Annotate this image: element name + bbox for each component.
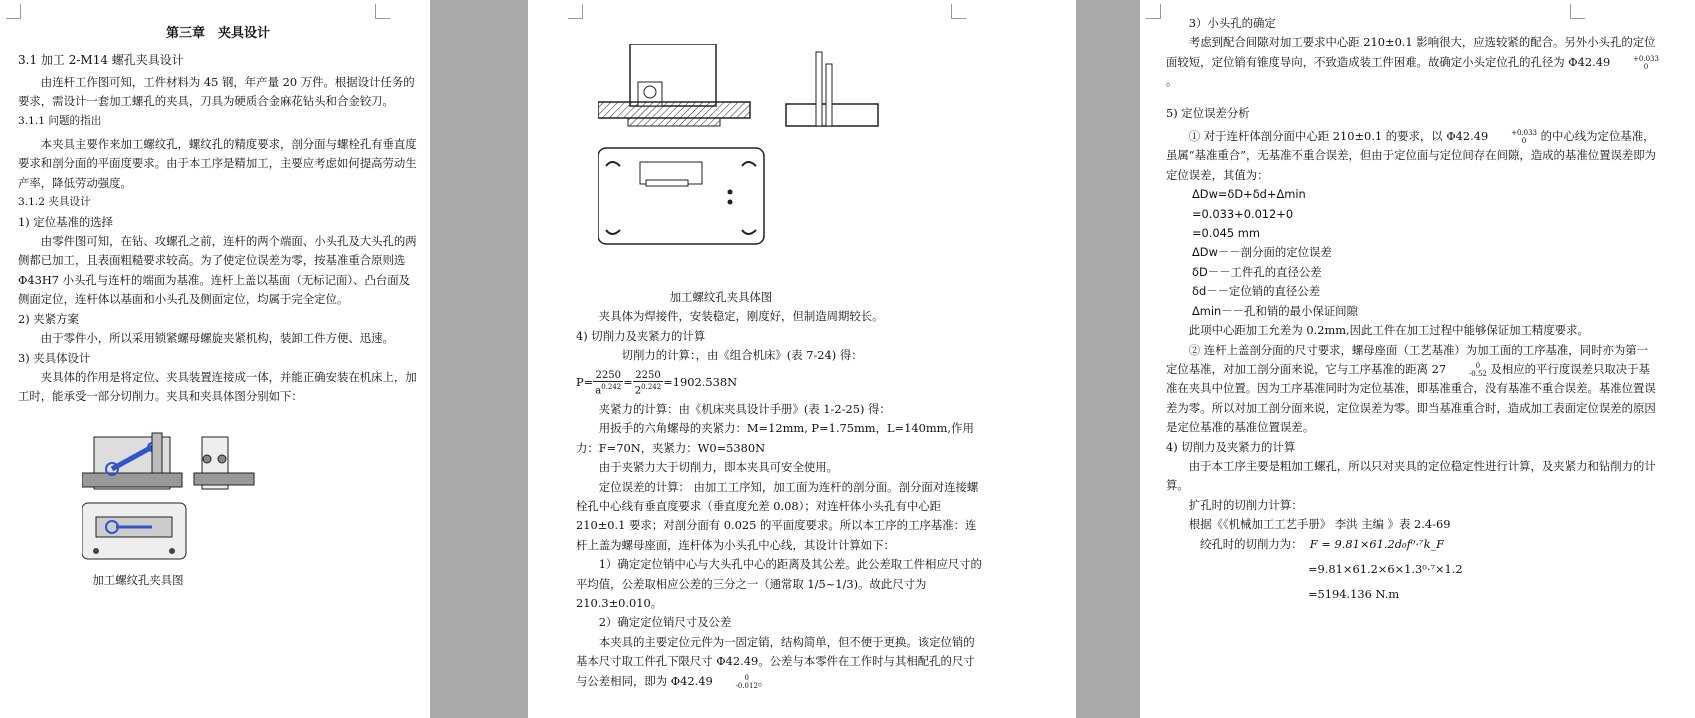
- text-run: 考虑到配合间隙对加工要求中心距 210±0.1 影响很大，应选较紧的配合。另外小头孔的定位面较短，定位销有锥度导向，不致造成装工件困难。故确定小头定位孔的孔径为 Φ42.49: [1166, 35, 1656, 69]
- paragraph: [1166, 127, 1659, 185]
- page-corner-mark: [568, 4, 583, 19]
- formula-line: Δmin－－孔和销的最小保证间隙: [1192, 303, 1358, 318]
- tolerance-lower: 0: [1643, 62, 1649, 71]
- document-page-1: [0, 0, 430, 718]
- paragraph: [1166, 341, 1659, 438]
- list-item-title: 3) 夹具体设计: [18, 350, 91, 365]
- paragraph: 由于本工序主要是粗加工螺孔，所以只对夹具的定位稳定性进行计算，及夹紧力和钻削力的计算。: [1166, 458, 1656, 493]
- fraction: [633, 370, 663, 396]
- tolerance-upper: +0.033: [1511, 129, 1537, 138]
- page-corner-mark: [1146, 4, 1161, 19]
- page-corner-mark: [6, 4, 21, 19]
- section-heading: 4) 切削力及夹紧力的计算: [1166, 439, 1296, 454]
- page-corner-mark: [375, 4, 390, 19]
- section-heading: 3.1.2 夹具设计: [18, 196, 91, 209]
- paragraph: 由于零件小，所以采用锁紧螺母螺旋夹紧机构，装卸工件方便、迅速。: [40, 331, 394, 346]
- fraction-denominator: [633, 382, 663, 396]
- tolerance-upper: +0.033: [1633, 54, 1659, 63]
- chapter-title: 第三章 夹具设计: [165, 26, 270, 41]
- paragraph: 扩孔时的切削力计算：: [1188, 497, 1303, 512]
- document-page-3: [1140, 0, 1695, 718]
- tolerance-lower: -0.012: [735, 681, 758, 690]
- paragraph: 用扳手的六角螺母的夹紧力：M=12mm, P=1.75mm，L=140mm,作用力：F=70N，夹紧力：W0=5380N: [576, 421, 974, 455]
- text-run: 绞孔时的切削力为：: [1200, 536, 1303, 551]
- formula-line: ΔDw－－剖分面的定位误差: [1192, 245, 1332, 260]
- tolerance: [1610, 55, 1659, 71]
- paragraph: 根据《《机械加工工艺手册》 李洪 主编 》表 2.4-69: [1188, 517, 1451, 532]
- formula-line: =0.045 mm: [1192, 226, 1260, 241]
- fixture-drawing: [82, 419, 282, 569]
- paragraph: 夹具体的作用是将定位、夹具装置连接成一体，并能正确安装在机床上，加工时，能承受一部分切削力。夹具和夹具体图分别如下：: [18, 369, 417, 404]
- fraction-base: a: [595, 384, 602, 396]
- tolerance: [713, 674, 758, 690]
- paragraph: 本夹具主要作来加工螺纹孔，螺纹孔的精度要求，剖分面与螺栓孔有垂直度要求和剖分面的平面度要求。由于本工序是精加工，主要应考虑如何提高劳动生产率，降低劳动强度。: [18, 137, 417, 190]
- paragraph: 由零件图可知，在钻、攻螺孔之前，连杆的两个端面、小头孔及大头孔的两侧都已加工，且表面粗糙要求较高。为了使定位误差为零，按基准重合原则选 Φ43H7 小头孔与连杆的端面为基准。连杆上盖以基面（无标记面）、凸台面及侧面定位，连杆体以基面和小头孔及侧面定位，均属于完全定位。: [18, 234, 417, 307]
- section-heading: 3）小头孔的确定: [1188, 16, 1276, 30]
- document-page-2: [528, 0, 1076, 718]
- paragraph: 由连杆工作图可知，工件材料为 45 钢，年产量 20 万件。根据设计任务的要求，需设计一套加工螺孔的夹具，刀具为硬质合金麻花钻头和合金铰刀。: [18, 74, 415, 109]
- tolerance: [1488, 129, 1537, 145]
- paragraph: [1166, 33, 1659, 91]
- formula-line: ΔDw=δD+δd+Δmin: [1192, 187, 1306, 202]
- paragraph: 定位误差的计算： 由加工工序知，加工面为连杆的剖分面。剖分面对连接螺栓孔中心线有垂直度要求（垂直度允差 0.08）；对连杆体小头孔有中心距 210±0.1 要求；对剖分面有 0.025 的平面度要求。所以本工序的工序基准：连杆上盖为螺母座面，连杆体为小头孔中心线，其设计计算如下：: [576, 479, 979, 552]
- formula-line: =9.81×61.2×6×1.3⁰·⁷×1.2: [1308, 561, 1463, 576]
- tolerance-lower: -0.52: [1468, 369, 1487, 378]
- tolerance-lower: 0: [1521, 137, 1527, 146]
- formula-line: =5194.136 N.m: [1308, 587, 1400, 602]
- list-item-title: 2) 夹紧方案: [18, 311, 79, 326]
- section-heading: 3.1 加工 2-M14 螺孔夹具设计: [18, 53, 184, 68]
- formula-part: P=: [576, 374, 594, 389]
- exponent: 0.242: [601, 382, 622, 391]
- text-run: 。: [757, 673, 770, 688]
- list-item-title: 2）确定定位销尺寸及公差: [598, 615, 732, 630]
- formula-line: =0.033+0.012+0: [1192, 206, 1294, 221]
- tolerance-upper: 0: [744, 673, 749, 682]
- fraction-numerator: 2250: [593, 370, 623, 382]
- formula: P= $\frac{2250}{a^{0.242}}$ = $\frac{2250}{2^{0.242}}$ =1902.538N: [576, 369, 738, 396]
- formula-part: =1902.538N: [663, 374, 738, 389]
- fraction-numerator: 2250: [633, 370, 663, 382]
- text-run: 及相应的平行度误差只取决于基准在夹具中位置。因为工序基准同时为定位基准，即基准重合，没有基准不重合误差。基准位置误差为零。所以对加工剖分面来说，定位误差为零。即当基准重合时，造成加工表面定位误差的原因是定位基准的基准位置误差。: [1166, 361, 1656, 435]
- page-corner-mark: [951, 4, 966, 19]
- section-heading: 5) 定位误差分析: [1166, 105, 1250, 120]
- paragraph: 夹紧力的计算：由《机床夹具设计手册》(表 1-2-25) 得：: [598, 401, 891, 416]
- paragraph: 1）确定定位销中心与大头孔中心的距离及其公差。此公差取工件相应尺寸的平均值，公差取相应公差的三分之一（通常取 1/5~1/3)。故此尺寸为 210.3±0.010。: [576, 557, 982, 611]
- formula-line: δd－－定位销的直径公差: [1192, 284, 1321, 299]
- text-run: 。: [1166, 74, 1178, 89]
- formula: F = 9.81×61.2d₀f⁰·⁷k_F: [1309, 536, 1445, 551]
- text-run: ② 连杆上盖剖分面的尺寸要求，螺母座面（工艺基准）为加工面的工序基准，同时亦为第一定位基准，对加工剖分面来说，它与工序基准的距离 27: [1166, 342, 1649, 376]
- text-run: ① 对于连杆体剖分面中心距 210±0.1 的要求，以 Φ42.49: [1188, 129, 1489, 144]
- fraction-denominator: [593, 382, 623, 396]
- paragraph: 切削力的计算：，由《组合机床》(表 7-24) 得：: [621, 348, 863, 363]
- tolerance-upper: 0: [1475, 361, 1481, 370]
- paragraph: [576, 633, 986, 691]
- fraction: [593, 370, 623, 396]
- paragraph: 由于夹紧力大于切削力，即本夹具可安全使用。: [598, 460, 839, 475]
- figure-caption: 加工螺纹孔夹具体图: [669, 290, 773, 304]
- text-run: 的中心线为定位基准，虽属“基准重合”，无基准不重合误差，但由于定位面与定位间存在间隙，造成的基准位置误差即为定位误差，其值为：: [1166, 129, 1657, 182]
- figure-caption: 加工螺纹孔夹具图: [92, 572, 184, 587]
- paragraph: 夹具体为焊接件，安装稳定，刚度好，但制造周期较长。: [598, 309, 884, 324]
- text-run: 本夹具的主要定位元件为一固定销，结构简单，但不便于更换。该定位销的基本尺寸取工件孔下限尺寸 Φ42.49。公差与本零件在工作时与其相配孔的尺寸与公差相同，即为 Φ42.49: [576, 634, 975, 688]
- formula-line: [1166, 535, 1659, 554]
- fixture-body-drawing: [598, 44, 898, 274]
- section-heading: 3.1.1 问题的指出: [18, 114, 102, 127]
- formula-line: δD－－工件孔的直径公差: [1192, 264, 1322, 279]
- exponent: 0.242: [641, 382, 662, 391]
- list-item-title: 1) 定位基准的选择: [18, 214, 114, 229]
- fraction-base: 2: [634, 384, 642, 396]
- tolerance: [1446, 362, 1487, 378]
- list-item-title: 4) 切削力及夹紧力的计算: [576, 328, 706, 343]
- paragraph: 此项中心距加工允差为 0.2mm,因此工件在加工过程中能够保证加工精度要求。: [1188, 323, 1589, 338]
